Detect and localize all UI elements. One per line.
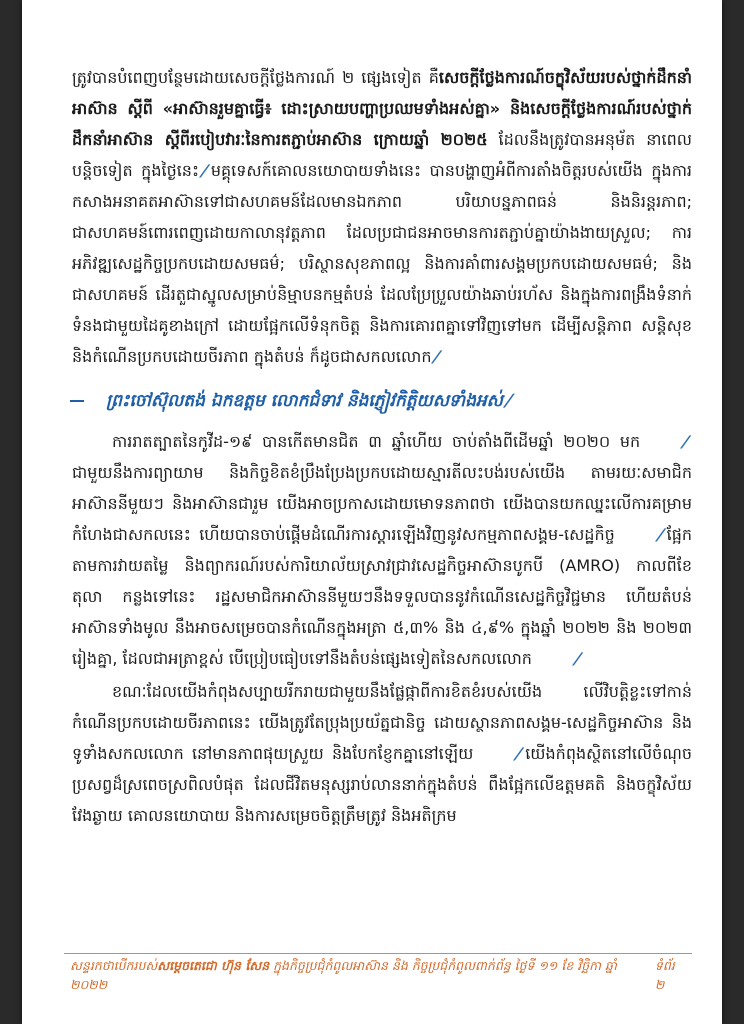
footer-caption-a: សន្ទរកថាបើករបស់ xyxy=(70,958,158,973)
pen-mark-icon: / xyxy=(432,347,443,366)
paragraph-1-bold-text: សេចក្តីថ្លែងការណ៍ចក្ខុវិស័យរបស់ថ្នាក់ដឹកនាំអាស៊ាន ស្តីពី «អាស៊ានរួមគ្នាធ្វើ៖ ដោះស្រាយបញ្ហាប្រឈមទាំងអស់គ្នា» និងសេចក្តីថ្លែងការណ៍របស់ថ្នាក់ដឹកនាំអាស៊ាន ស្តីពីរបៀបវារៈនៃការតភ្ជាប់អាស៊ាន ក្រោយឆ្នាំ ២០២៥ xyxy=(72,68,692,149)
paragraph-2 xyxy=(72,426,692,674)
footer-divider xyxy=(64,953,692,954)
paragraph-3-text-a: ខណៈដែលយើងកំពុងសប្បាយរីករាយជាមួយនឹងផ្លែផ្កាពីការខិតខំរបស់យើង លើវិបត្តិខ្លះទៅកាន់កំណើនប្រកបដោយចីរភាពនេះ យើងត្រូវតែប្រុងប្រយ័ត្នជានិច្ច ដោយស្ថានភាពសង្គម-សេដ្ឋកិច្ចអាស៊ាន និងទូទាំងសកលលោក នៅមានភាពផុយស្រួយ និងបែកខ្ញែកគ្នានៅឡើយ xyxy=(72,682,692,763)
page-number: ទំព័រ ២ xyxy=(654,958,675,992)
paragraph-1-text-a: ត្រូវបានបំពេញបន្ថែមដោយសេចក្តីថ្លែងការណ៍ ២ ផ្សេងទៀត គឺ xyxy=(72,68,439,87)
paragraph-3 xyxy=(72,676,692,831)
page-content xyxy=(72,62,692,831)
paragraph-1 xyxy=(72,62,692,372)
pen-mark-icon: / xyxy=(503,391,515,411)
pen-mark-icon: / xyxy=(655,525,666,544)
footer-caption xyxy=(70,958,655,996)
pen-mark-icon: / xyxy=(681,432,692,451)
paragraph-2-text-b: ជាមួយនឹងការព្យាយាម និងកិច្ចខិតខំប្រឹងប្រែងប្រកបដោយស្មារតីលះបង់របស់យើង តាមរយៈសមាជិកអាស៊ាននីមួយៗ និងអាស៊ានជារួម យើងអាចប្រកាសដោយមោទនភាពថា យើងបានយកឈ្នះលើការគម្រាមកំហែងជាសកលនេះ ហើយបានចាប់ផ្តើមដំណើរការស្តារឡើងវិញនូវសកម្មភាពសង្គម-សេដ្ឋកិច្ច xyxy=(72,463,692,544)
pen-mark-icon: / xyxy=(572,649,583,668)
paragraph-1-text-b: ដែលនឹងត្រូវបានអនុម័ត នាពេលបន្តិចទៀត ក្នុងថ្ងៃនេះ xyxy=(72,130,692,180)
footer-caption-bold: សម្តេចតេជោ ហ៊ុន សែន xyxy=(157,958,270,973)
paragraph-2-text-a: ការរាតត្បាតនៃកូវីដ-១៩ បានកើតមានជិត ៣ ឆ្នាំហើយ ចាប់តាំងពីដើមឆ្នាំ ២០២០ មក xyxy=(112,432,641,451)
paragraph-2-text-c: ផ្អែកតាមការវាយតម្លៃ និងព្យាករណ៍របស់ការិយាល័យស្រាវជ្រាវសេដ្ឋកិច្ចអាស៊ានបូកបី (AMRO) កាលពីខែ តុលា កន្លងទៅនេះ រដ្ឋសមាជិកអាស៊ាននីមួយៗនឹងទទួលបាននូវកំណើនសេដ្ឋកិច្ចវិជ្ជមាន ហើយតំបន់អាស៊ានទាំងមូល នឹងអាចសម្រេចបានកំណើនក្នុងអត្រា ៥,៣% និង ៤,៩% ក្នុងឆ្នាំ ២០២២ និង ២០២៣ រៀងគ្នា, ដែលជាអត្រាខ្ពស់ បើប្រៀបធៀបទៅនឹងតំបន់ផ្សេងទៀតនៃសកលលោក xyxy=(72,525,692,668)
pen-mark-icon: / xyxy=(199,161,210,180)
salutation-heading xyxy=(72,386,692,416)
paragraph-1-text-c: មគ្គុទេសក៍គោលនយោបាយទាំងនេះ បានបង្ហាញអំពីការតាំងចិត្តរបស់យើង ក្នុងការកសាងអនាគតអាស៊ានទៅជាសហគមន៍ដែលមានឯកភាព បរិយាបន្នភាពធន់ និងនិរន្តរភាព; ជាសហគមន៍ពោរពេញដោយកាលានុវត្តភាព ដែលប្រជាជនអាចមានការតភ្ជាប់គ្នាយ៉ាងងាយស្រួល; ការអភិវឌ្ឍសេដ្ឋកិច្ចប្រកបដោយសមធម៌; បរិស្ថានសុខភាពល្អ និងការគាំពារសង្គមប្រកបដោយសមធម៌; និងជាសហគមន៍ ដើរតួជាស្នូលសម្រាប់និម្មាបនកម្មតំបន់ ដែលប្រែប្រួលយ៉ាងឆាប់រហ័ស និងក្នុងការពង្រឹងទំនាក់ទំនងជាមួយដៃគូខាងក្រៅ ដោយផ្អែកលើទំនុកចិត្ត និងការគោរពគ្នាទៅវិញទៅមក ដើម្បីសន្តិភាព សន្តិសុខ និងកំណើនប្រកបដោយចីរភាព ក្នុងតំបន់ ក៏ដូចជាសកលលោក xyxy=(72,161,693,366)
document-page xyxy=(22,0,722,1024)
heading-dash xyxy=(70,400,84,402)
pen-mark-icon: / xyxy=(514,744,525,763)
salutation-heading-text: ព្រះចៅស៊ុលតង់ ឯកឧត្តម លោកជំទាវ និងភ្ញៀវកិត្តិយសទាំងអស់ xyxy=(106,391,503,411)
paragraph-3-text-b: យើងកំពុងស្ថិតនៅលើចំណុចប្រសព្វដ៏ស្រពេចស្រពិលបំផុត ដែលជីវិតមនុស្សរាប់លាននាក់ក្នុងតំបន់ ពឹងផ្អែកលើឧត្តមគតិ និងចក្ខុវិស័យវែងឆ្ងាយ គោលនយោបាយ និងការសម្រេចចិត្តត្រឹមត្រូវ និងអតិក្រម xyxy=(72,744,692,825)
page-footer xyxy=(70,958,688,996)
footer-caption-b: ក្នុងកិច្ចប្រជុំកំពូលអាស៊ាន និង កិច្ចប្រជុំកំពូលពាក់ព័ន្ធ ថ្ងៃទី ១១ ខែ វិច្ឆិកា ឆ្នាំ ២០២២ xyxy=(70,958,617,992)
